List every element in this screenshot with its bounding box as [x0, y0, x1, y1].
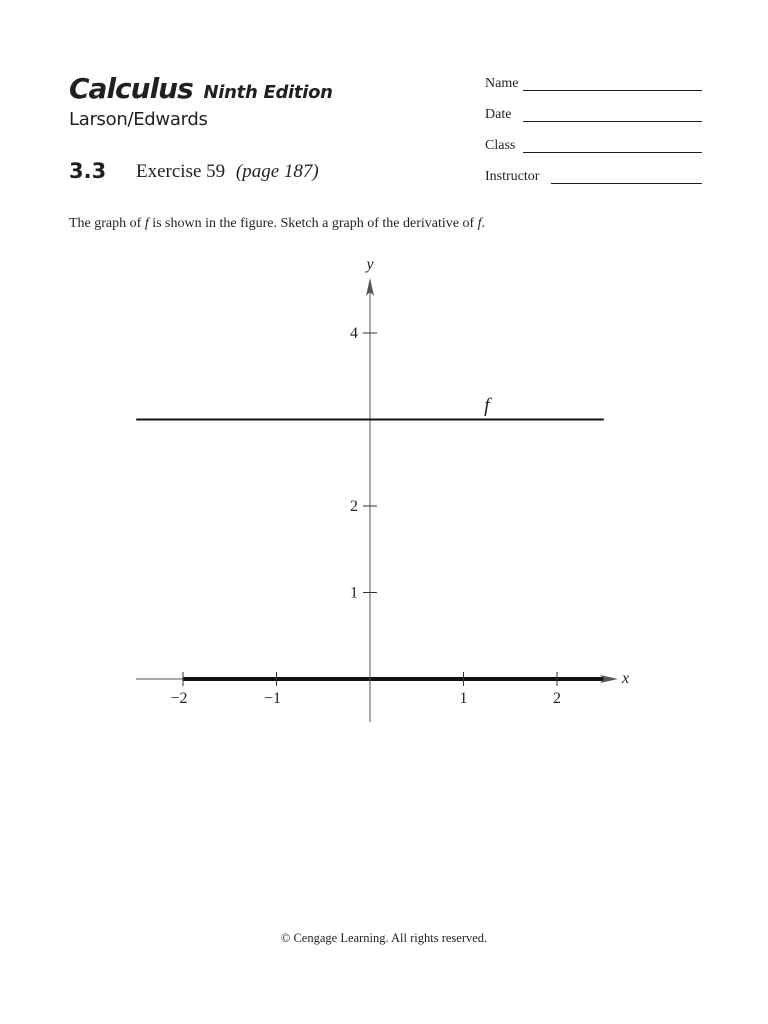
y-tick-label: 1 [350, 584, 358, 602]
instructor-label: Instructor [485, 169, 540, 184]
question-f-1: f [144, 216, 149, 231]
copyright-footer: © Cengage Learning. All rights reserved. [280, 931, 488, 945]
x-tick-label: 1 [459, 690, 468, 707]
question-part-3: . [481, 216, 486, 231]
book-title-text: Calculus [69, 72, 193, 105]
x-tick-label: −1 [263, 690, 282, 707]
y-axis-label: y [366, 256, 374, 273]
page-reference: (page 187) [235, 161, 319, 182]
x-axis-label: x [622, 670, 630, 687]
name-label: Name [485, 76, 519, 91]
x-tick-label: −2 [170, 690, 188, 707]
question-part-1: The graph of [69, 216, 145, 231]
question-f-2: f [477, 216, 482, 231]
x-tick-label: 2 [553, 690, 561, 707]
authors: Larson/Edwards [69, 109, 208, 130]
edition-text: Ninth Edition [203, 82, 333, 103]
chart-layer [136, 256, 629, 722]
y-tick-label: 4 [350, 325, 358, 342]
exercise-label: Exercise 59 [136, 161, 226, 182]
date-label: Date [485, 107, 512, 122]
question-part-2: is shown in the figure. Sketch a graph of the derivative of [148, 216, 478, 231]
y-tick-label: 2 [350, 498, 358, 515]
section-number: 3.3 [69, 159, 107, 183]
series-label-f: f [484, 394, 490, 417]
class-label: Class [485, 138, 516, 153]
